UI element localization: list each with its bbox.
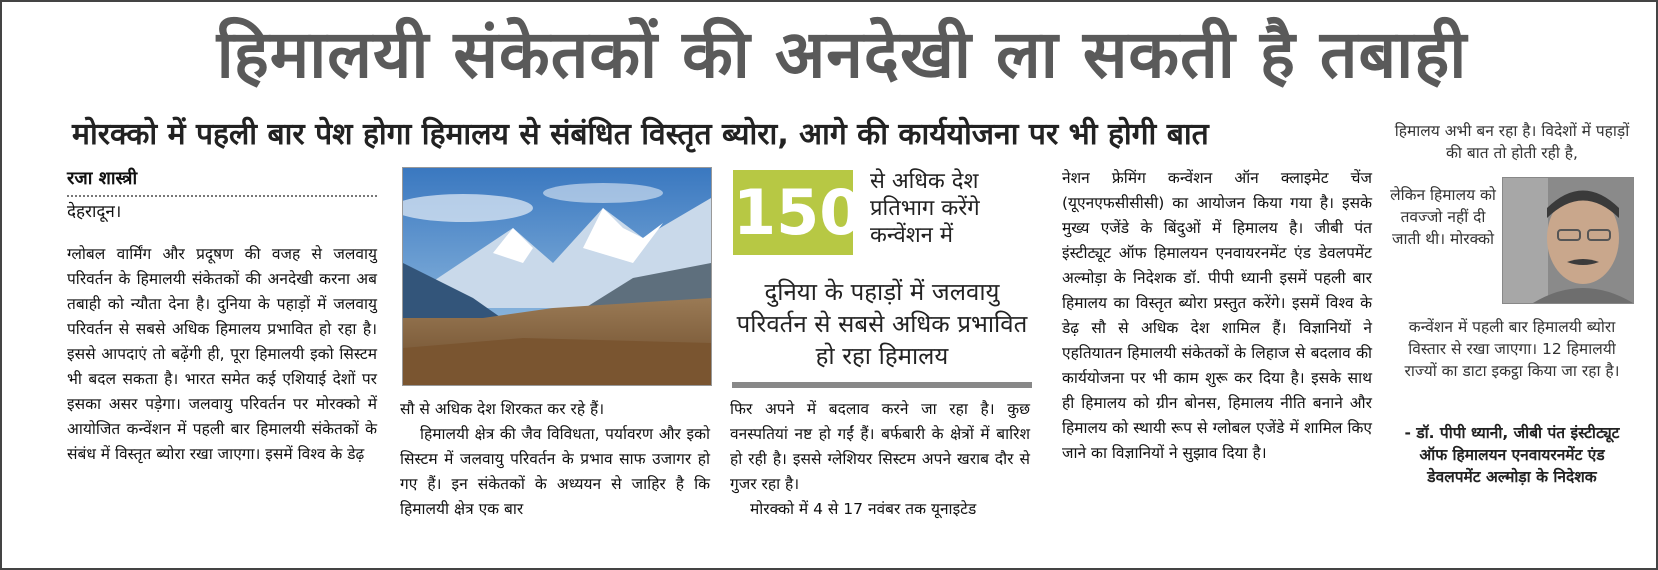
article-column-1	[67, 242, 377, 467]
column-1-text: ग्लोबल वार्मिंग और प्रदूषण की वजह से जलवायु परिवर्तन के हिमालयी संकेतकों की अनदेखी करना अब तबाही को न्यौता देना है। दुनिया के पहाड़ों में जलवायु परिवर्तन से सबसे अधिक हिमालय प्रभावित हो रहा है। इससे आपदाएं तो बढ़ेंगी ही, पूरा हिमालयी इको सिस्टम भी बदल सकता है। भारत समेत कई एशियाई देशों पर इसका असर पड़ेगा। जलवायु परिवर्तन पर मोरक्को में आयोजित कन्वेंशन में पहली बार हिमालयी संकेतकों के संबंध में विस्तृत ब्योरा रखा जाएगा। इसमें विश्व के डेढ़	[67, 245, 377, 463]
sidebar-quote-middle: लेकिन हिमालय को तवज्जो नहीं दी जाती थी। मोरक्को	[1390, 186, 1496, 248]
column-3-text-1: फिर अपने में बदलाव करने जा रहा है। कुछ वनस्पतियां नष्ट हो गईं हैं। बर्फबारी के क्षेत्रों में बारिश हो रही है। इससे ग्लेशियर सिस्टम अपने खराब दौर से गुजर रहा है।	[730, 400, 1030, 493]
column-2-text-2: हिमालयी क्षेत्र की जैव विविधता, पर्यावरण और इको सिस्टम में जलवायु परिवर्तन के प्रभाव साफ उजागर हो गए हैं। इन संकेतकों के अध्ययन से जाहिर है कि हिमालयी क्षेत्र एक बार	[400, 425, 710, 518]
column-2-text-1: सौ से अधिक देश शिरकत कर रहे हैं।	[400, 400, 605, 418]
pull-quote: दुनिया के पहाड़ों में जलवायु परिवर्तन से सबसे अधिक प्रभावित हो रहा हिमालय	[736, 278, 1028, 370]
column-4-text: नेशन फ्रेमिंग कन्वेंशन ऑन क्लाइमेट चेंज (यूएनएफसीसीसी) का आयोजन किया गया है। इसके मुख्य एजेंडे के बिंदुओं में हिमालय है। जीबी पंत इंस्टीट्यूट ऑफ हिमालयन एनवायरनमेंट एंड डेवलपमेंट अल्मोड़ा के निदेशक डॉ. पीपी ध्यानी इसमें पहली बार हिमालय का विस्तृत ब्योरा प्रस्तुत करेंगे। इसमें विश्व के डेढ़ सौ से अधिक देश शामिल हैं। विज्ञानियों ने एहतियातन हिमालयी संकेतकों के लिहाज से बदलाव की कार्ययोजना पर भी काम शुरू कर दिया है। इसके साथ ही हिमालय को ग्रीन बोनस, हिमालय नीति बनाने और हिमालय को स्थायी रूप से ग्लोबल एजेंडे में शामिल किए जाने का विज्ञानियों ने सुझाव दिया है।	[1062, 169, 1372, 462]
article-column-3	[730, 397, 1030, 522]
headline: हिमालयी संकेतकों की अनदेखी ला सकती है तबाही	[216, 16, 1468, 93]
article-column-2	[400, 397, 710, 522]
sidebar-attribution: - डॉ. पीपी ध्यानी, जीबी पंत इंस्टीट्यूट ऑफ हिमालयन एनवायरनमेंट एंड डेवलपमेंट अल्मोड़ा के निदेशक	[1404, 424, 1620, 486]
byline-divider	[67, 195, 377, 197]
byline: रजा शास्त्री	[67, 168, 138, 189]
stat-number-box: 150	[733, 170, 853, 255]
sidebar-quote-bottom: कन्वेंशन में पहली बार हिमालयी ब्योरा विस्तार से रखा जाएगा। 12 हिमालयी राज्यों का डाटा इकट्ठा किया जा रहा है।	[1404, 318, 1620, 380]
expert-portrait	[1502, 177, 1634, 304]
pull-quote-rule	[732, 382, 1032, 388]
stat-caption: से अधिक देश प्रतिभाग करेंगे कन्वेंशन में	[870, 169, 980, 248]
person-photo	[1503, 178, 1633, 303]
article-column-4	[1062, 166, 1372, 466]
mountain-landscape-image	[403, 168, 711, 385]
subheadline: मोरक्को में पहली बार पेश होगा हिमालय से संबंधित विस्तृत ब्योरा, आगे की कार्ययोजना पर भी होगी बात	[72, 117, 1209, 152]
himalaya-photo	[402, 167, 712, 386]
column-3-text-2: मोरक्को में 4 से 17 नवंबर तक यूनाइटेड	[750, 500, 977, 518]
sidebar-quote-top: हिमालय अभी बन रहा है। विदेशों में पहाड़ों की बात तो होती रही है,	[1394, 122, 1630, 162]
dateline: देहरादून।	[67, 202, 122, 222]
